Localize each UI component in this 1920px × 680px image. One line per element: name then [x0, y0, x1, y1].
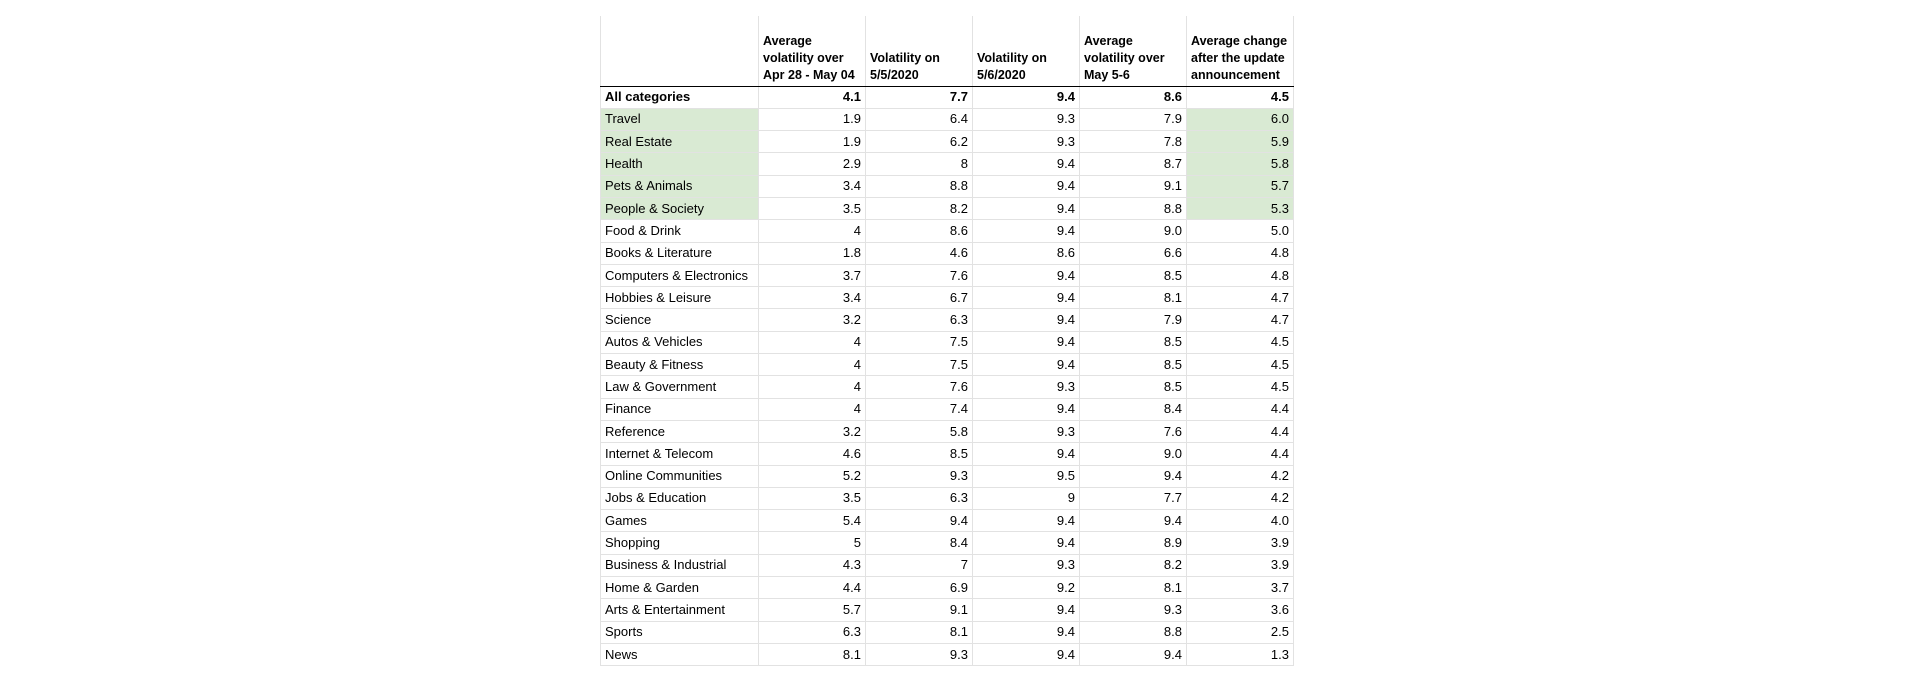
row-category-label: Beauty & Fitness	[601, 354, 759, 376]
table-row	[601, 131, 1294, 153]
table-row	[601, 532, 1294, 554]
row-value-cell: 4.7	[1187, 287, 1294, 309]
row-category-label: Health	[601, 153, 759, 175]
row-value-cell: 8.5	[1080, 264, 1187, 286]
table-row	[601, 465, 1294, 487]
row-category-label: Business & Industrial	[601, 554, 759, 576]
row-value-cell: 3.7	[1187, 577, 1294, 599]
table-row	[601, 309, 1294, 331]
table-row	[601, 376, 1294, 398]
row-value-cell: 4.4	[1187, 443, 1294, 465]
row-value-cell: 6.3	[866, 309, 973, 331]
row-value-cell: 9.4	[866, 510, 973, 532]
row-value-cell: 9.3	[973, 376, 1080, 398]
table-body	[601, 86, 1294, 666]
row-value-cell: 8.1	[1080, 577, 1187, 599]
row-value-cell: 3.9	[1187, 532, 1294, 554]
row-value-cell: 4.6	[759, 443, 866, 465]
table-row	[601, 264, 1294, 286]
row-value-cell: 9.4	[973, 510, 1080, 532]
total-row-value: 9.4	[973, 86, 1080, 108]
table-row	[601, 197, 1294, 219]
row-category-label: Online Communities	[601, 465, 759, 487]
row-value-cell: 9.5	[973, 465, 1080, 487]
row-value-cell: 4.8	[1187, 264, 1294, 286]
table-row	[601, 242, 1294, 264]
row-value-cell: 3.7	[759, 264, 866, 286]
header-cell-avg-may5-6: Average volatility over May 5-6	[1080, 16, 1187, 86]
row-value-cell: 9	[973, 487, 1080, 509]
row-value-cell: 9.4	[973, 398, 1080, 420]
table-row	[601, 153, 1294, 175]
table-row	[601, 510, 1294, 532]
row-value-cell: 9.4	[973, 599, 1080, 621]
header-cell-avg-apr28-may04: Average volatility over Apr 28 - May 04	[759, 16, 866, 86]
row-value-cell: 6.6	[1080, 242, 1187, 264]
row-value-cell: 4.7	[1187, 309, 1294, 331]
row-value-cell: 7.5	[866, 331, 973, 353]
row-value-cell: 8	[866, 153, 973, 175]
row-value-cell: 3.2	[759, 420, 866, 442]
table-row	[601, 621, 1294, 643]
row-value-cell: 7.9	[1080, 108, 1187, 130]
row-value-cell: 9.0	[1080, 220, 1187, 242]
row-value-cell: 9.0	[1080, 443, 1187, 465]
row-value-cell: 9.4	[973, 287, 1080, 309]
row-value-cell: 6.9	[866, 577, 973, 599]
row-value-cell: 2.5	[1187, 621, 1294, 643]
row-value-cell: 5.3	[1187, 197, 1294, 219]
row-value-cell: 4	[759, 354, 866, 376]
row-value-cell: 9.4	[973, 220, 1080, 242]
row-category-label: Autos & Vehicles	[601, 331, 759, 353]
table-row	[601, 420, 1294, 442]
row-value-cell: 8.1	[759, 643, 866, 665]
row-value-cell: 9.3	[973, 420, 1080, 442]
row-value-cell: 9.2	[973, 577, 1080, 599]
row-value-cell: 9.3	[866, 465, 973, 487]
row-value-cell: 9.4	[973, 532, 1080, 554]
row-value-cell: 6.2	[866, 131, 973, 153]
row-value-cell: 4	[759, 376, 866, 398]
row-value-cell: 9.4	[973, 175, 1080, 197]
row-value-cell: 3.5	[759, 487, 866, 509]
row-category-label: Books & Literature	[601, 242, 759, 264]
header-cell-avg-change: Average change after the update announcement	[1187, 16, 1294, 86]
row-value-cell: 4.6	[866, 242, 973, 264]
row-value-cell: 4.2	[1187, 487, 1294, 509]
row-value-cell: 8.4	[1080, 398, 1187, 420]
row-value-cell: 3.5	[759, 197, 866, 219]
row-value-cell: 2.9	[759, 153, 866, 175]
row-value-cell: 6.4	[866, 108, 973, 130]
row-value-cell: 4.2	[1187, 465, 1294, 487]
row-category-label: Arts & Entertainment	[601, 599, 759, 621]
row-value-cell: 6.0	[1187, 108, 1294, 130]
row-category-label: Food & Drink	[601, 220, 759, 242]
row-value-cell: 7.6	[1080, 420, 1187, 442]
row-category-label: Travel	[601, 108, 759, 130]
row-value-cell: 9.4	[1080, 465, 1187, 487]
row-value-cell: 3.2	[759, 309, 866, 331]
row-value-cell: 9.1	[1080, 175, 1187, 197]
table-row	[601, 554, 1294, 576]
row-value-cell: 5.7	[759, 599, 866, 621]
table-row	[601, 599, 1294, 621]
table-row	[601, 108, 1294, 130]
row-value-cell: 7.4	[866, 398, 973, 420]
row-category-label: Finance	[601, 398, 759, 420]
row-category-label: News	[601, 643, 759, 665]
row-category-label: Pets & Animals	[601, 175, 759, 197]
row-value-cell: 7.6	[866, 376, 973, 398]
row-value-cell: 6.7	[866, 287, 973, 309]
row-value-cell: 1.9	[759, 131, 866, 153]
row-value-cell: 5.8	[866, 420, 973, 442]
row-value-cell: 5	[759, 532, 866, 554]
row-value-cell: 8.9	[1080, 532, 1187, 554]
row-value-cell: 5.2	[759, 465, 866, 487]
table-row	[601, 398, 1294, 420]
table-row	[601, 287, 1294, 309]
row-category-label: Internet & Telecom	[601, 443, 759, 465]
total-row-value: 8.6	[1080, 86, 1187, 108]
row-value-cell: 4	[759, 398, 866, 420]
row-value-cell: 3.4	[759, 287, 866, 309]
row-value-cell: 8.1	[866, 621, 973, 643]
row-value-cell: 4.8	[1187, 242, 1294, 264]
row-value-cell: 8.6	[973, 242, 1080, 264]
row-value-cell: 3.6	[1187, 599, 1294, 621]
volatility-table	[600, 16, 1294, 666]
row-value-cell: 7.6	[866, 264, 973, 286]
row-category-label: Home & Garden	[601, 577, 759, 599]
row-value-cell: 8.2	[1080, 554, 1187, 576]
row-value-cell: 8.8	[1080, 197, 1187, 219]
row-value-cell: 7	[866, 554, 973, 576]
row-value-cell: 7.9	[1080, 309, 1187, 331]
row-value-cell: 9.4	[973, 197, 1080, 219]
row-value-cell: 8.5	[1080, 376, 1187, 398]
row-category-label: Science	[601, 309, 759, 331]
row-category-label: Games	[601, 510, 759, 532]
row-value-cell: 9.3	[973, 554, 1080, 576]
total-row-label: All categories	[601, 86, 759, 108]
table-row	[601, 220, 1294, 242]
row-category-label: Reference	[601, 420, 759, 442]
row-value-cell: 4.5	[1187, 354, 1294, 376]
row-value-cell: 1.8	[759, 242, 866, 264]
row-value-cell: 4.4	[759, 577, 866, 599]
row-value-cell: 7.7	[1080, 487, 1187, 509]
row-value-cell: 9.4	[1080, 643, 1187, 665]
row-value-cell: 9.4	[973, 331, 1080, 353]
row-value-cell: 9.4	[1080, 510, 1187, 532]
row-value-cell: 1.3	[1187, 643, 1294, 665]
row-value-cell: 4.5	[1187, 331, 1294, 353]
table-row	[601, 443, 1294, 465]
row-value-cell: 4	[759, 331, 866, 353]
row-value-cell: 5.9	[1187, 131, 1294, 153]
row-value-cell: 9.4	[973, 443, 1080, 465]
row-value-cell: 9.1	[866, 599, 973, 621]
table-row	[601, 643, 1294, 665]
row-value-cell: 5.0	[1187, 220, 1294, 242]
table-row	[601, 577, 1294, 599]
row-value-cell: 9.3	[1080, 599, 1187, 621]
row-value-cell: 1.9	[759, 108, 866, 130]
row-value-cell: 9.4	[973, 264, 1080, 286]
row-value-cell: 3.9	[1187, 554, 1294, 576]
row-category-label: Law & Government	[601, 376, 759, 398]
row-value-cell: 9.3	[973, 131, 1080, 153]
row-value-cell: 5.7	[1187, 175, 1294, 197]
row-value-cell: 4.3	[759, 554, 866, 576]
table-row	[601, 331, 1294, 353]
row-value-cell: 8.4	[866, 532, 973, 554]
row-value-cell: 4.5	[1187, 376, 1294, 398]
row-value-cell: 6.3	[759, 621, 866, 643]
row-value-cell: 8.7	[1080, 153, 1187, 175]
row-value-cell: 9.3	[866, 643, 973, 665]
total-row	[601, 86, 1294, 108]
row-value-cell: 7.8	[1080, 131, 1187, 153]
row-value-cell: 5.8	[1187, 153, 1294, 175]
row-value-cell: 8.8	[866, 175, 973, 197]
row-value-cell: 8.6	[866, 220, 973, 242]
row-value-cell: 8.8	[1080, 621, 1187, 643]
total-row-value: 7.7	[866, 86, 973, 108]
row-category-label: Computers & Electronics	[601, 264, 759, 286]
row-value-cell: 3.4	[759, 175, 866, 197]
row-category-label: Shopping	[601, 532, 759, 554]
row-value-cell: 8.2	[866, 197, 973, 219]
table-header	[601, 16, 1294, 86]
row-category-label: Sports	[601, 621, 759, 643]
row-value-cell: 5.4	[759, 510, 866, 532]
row-value-cell: 9.3	[973, 108, 1080, 130]
row-value-cell: 9.4	[973, 643, 1080, 665]
row-value-cell: 4.4	[1187, 398, 1294, 420]
total-row-value: 4.5	[1187, 86, 1294, 108]
header-cell-volatility-may6: Volatility on 5/6/2020	[973, 16, 1080, 86]
row-value-cell: 4.4	[1187, 420, 1294, 442]
row-value-cell: 8.5	[866, 443, 973, 465]
row-category-label: Jobs & Education	[601, 487, 759, 509]
row-value-cell: 8.5	[1080, 354, 1187, 376]
row-value-cell: 9.4	[973, 153, 1080, 175]
header-cell-category	[601, 16, 759, 86]
header-cell-volatility-may5: Volatility on 5/5/2020	[866, 16, 973, 86]
row-value-cell: 8.1	[1080, 287, 1187, 309]
row-value-cell: 7.5	[866, 354, 973, 376]
row-category-label: Real Estate	[601, 131, 759, 153]
total-row-value: 4.1	[759, 86, 866, 108]
row-value-cell: 6.3	[866, 487, 973, 509]
row-value-cell: 4	[759, 220, 866, 242]
table-row	[601, 175, 1294, 197]
row-value-cell: 9.4	[973, 309, 1080, 331]
row-category-label: Hobbies & Leisure	[601, 287, 759, 309]
row-category-label: People & Society	[601, 197, 759, 219]
row-value-cell: 9.4	[973, 621, 1080, 643]
row-value-cell: 9.4	[973, 354, 1080, 376]
table-row	[601, 354, 1294, 376]
row-value-cell: 4.0	[1187, 510, 1294, 532]
header-row	[601, 16, 1294, 86]
row-value-cell: 8.5	[1080, 331, 1187, 353]
table-row	[601, 487, 1294, 509]
